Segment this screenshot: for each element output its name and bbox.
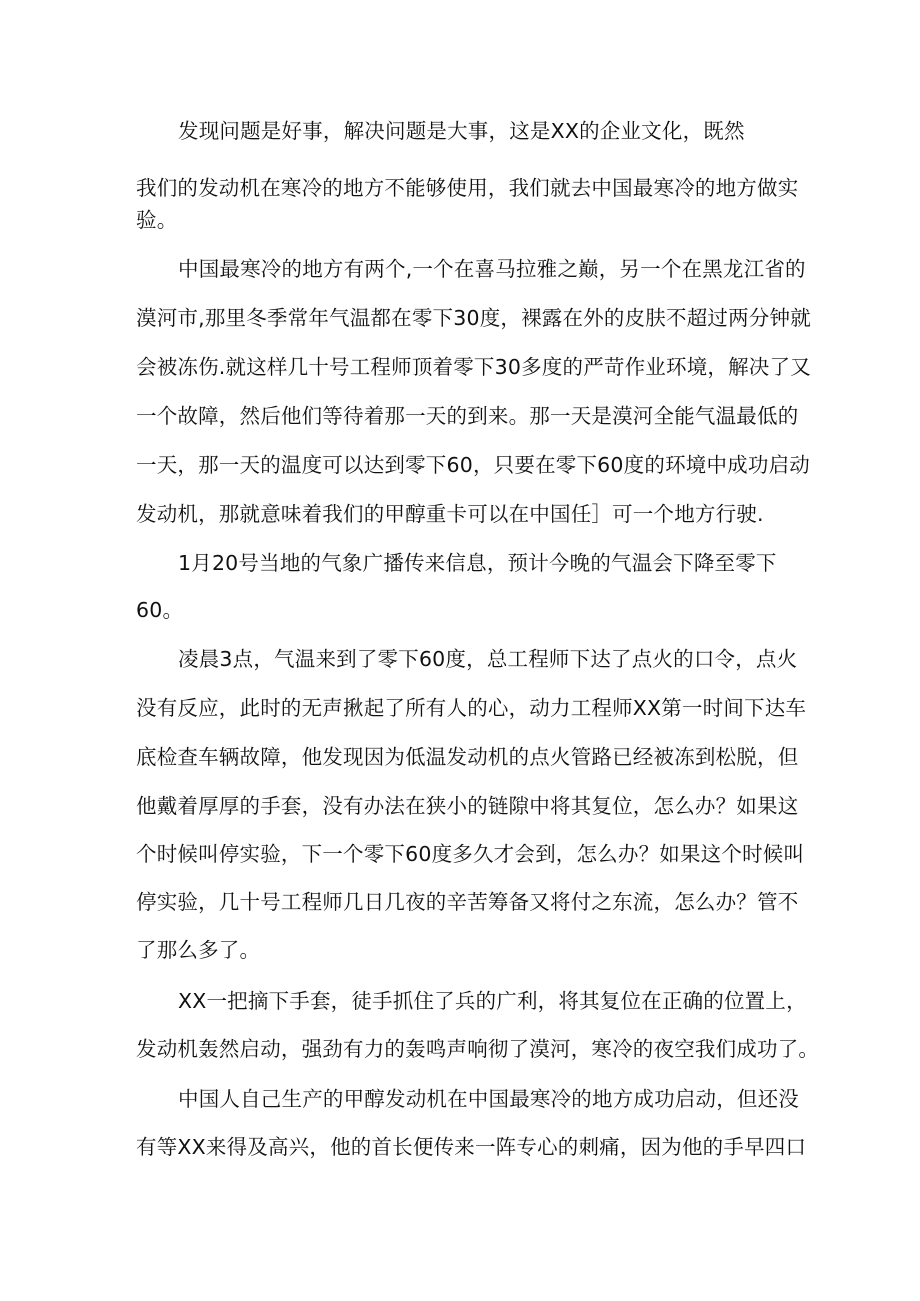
text-line: 1月20号当地的气象广播传来信息，预计今晚的气温会下降至零下 — [178, 551, 777, 575]
text-line: 60。 — [136, 598, 184, 622]
text-line: 中国人自己生产的甲醇发动机在中国最寒冷的地方成功启动，但还没 — [178, 1087, 799, 1111]
text-line: 凌晨3点，气温来到了零下60度，总工程师下达了点火的口令，点火 — [178, 647, 798, 671]
text-line: 底检查车辆故障，他发现因为低温发动机的点火管路已经被冻到松脱，但 — [136, 745, 799, 769]
text-line: 没有反应，此时的无声揪起了所有人的心，动力工程师XX第一时间下达车 — [136, 696, 807, 720]
text-line: 中国最寒冷的地方有两个,一个在喜马拉雅之巅，另一个在黑龙江省的 — [178, 257, 806, 281]
text-line: 发现问题是好事，解决问题是大事，这是XX的企业文化，既然 — [178, 119, 745, 143]
text-line: 发动机，那就意味着我们的甲醇重卡可以在中国任］可一个地方行驶. — [136, 502, 764, 526]
text-line: 个时候叫停实验，下一个零下60度多久才会到，怎么办？如果这个时候叫 — [136, 842, 805, 866]
text-line: 发动机轰然启动，强劲有力的轰鸣声响彻了漠河，寒冷的夜空我们成功了。 — [136, 1037, 820, 1061]
text-line: XX一把摘下手套，徒手抓住了兵的广利，将其复位在正确的位置上， — [178, 989, 807, 1013]
text-line: 漠河市,那里冬季常年气温都在零下30度，裸露在外的皮肤不超过两分钟就 — [136, 306, 811, 330]
text-line: 一个故障，然后他们等待着那一天的到来。那一天是漠河全能气温最低的 — [136, 404, 799, 428]
text-line: 我们的发动机在寒冷的地方不能够使用，我们就去中国最寒冷的地方做实 — [136, 176, 799, 200]
text-line: 会被冻伤.就这样几十号工程师顶着零下30多度的严苛作业环境，解决了又 — [136, 355, 811, 379]
text-line: 验。 — [136, 208, 178, 232]
text-line: 停实验，几十号工程师几日几夜的辛苦筹备又将付之东流，怎么办？管不 — [136, 890, 799, 914]
text-line: 了那么多了。 — [136, 938, 261, 962]
text-line: 他戴着厚厚的手套，没有办法在狭小的链隙中将其复位，怎么办？如果这 — [136, 794, 799, 818]
text-line: 有等XX来得及高兴，他的首长便传来一阵专心的刺痛，因为他的手早四口 — [136, 1135, 807, 1159]
text-line: 一天，那一天的温度可以达到零下60，只要在零下60度的环境中成功启动 — [136, 453, 810, 477]
